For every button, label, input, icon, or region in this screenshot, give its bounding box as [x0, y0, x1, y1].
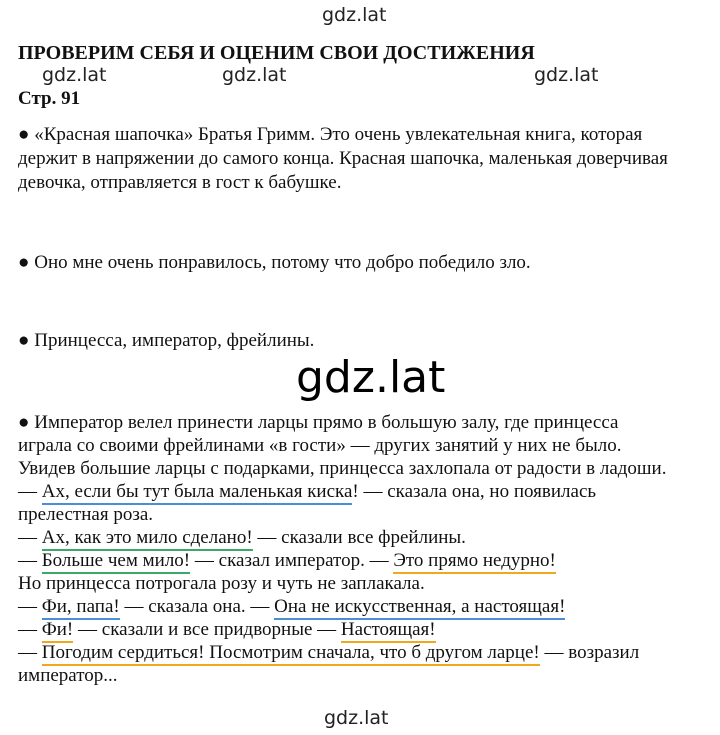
- watermark-center: gdz.lat: [222, 64, 287, 86]
- watermark-left: gdz.lat: [42, 64, 107, 86]
- plain-text: — сказали и все придворные —: [73, 619, 341, 640]
- paragraph-1-line-3: девочка, отправляется в гост к бабушке.: [18, 172, 342, 193]
- plain-text: — сказала она. —: [119, 596, 275, 617]
- dash: —: [18, 481, 42, 502]
- dash: —: [18, 550, 42, 571]
- paragraph-4-line-2: играла со своими фрейлинами «в гости» — других занятий у них не было.: [18, 435, 622, 456]
- paragraph-3: ● Принцесса, император, фрейлины.: [18, 330, 315, 351]
- watermark-bottom: gdz.lat: [324, 707, 389, 729]
- underlined-quote: Это прямо недурно!: [393, 550, 556, 574]
- paragraph-4-line-4: [18, 481, 596, 503]
- paragraph-4-line-9: [18, 596, 565, 618]
- watermark-right: gdz.lat: [534, 64, 599, 86]
- paragraph-4-line-1: ● Император велел принести ларцы прямо в большую залу, где принцесса: [18, 412, 619, 433]
- dash: —: [18, 527, 42, 548]
- page-title: ПРОВЕРИМ СЕБЯ И ОЦЕНИМ СВОИ ДОСТИЖЕНИЯ: [18, 42, 535, 64]
- underlined-quote: Больше чем мило!: [42, 550, 190, 574]
- paragraph-4-line-8: Но принцесса потрогала розу и чуть не заплакала.: [18, 573, 425, 594]
- underlined-quote: Настоящая!: [341, 619, 436, 643]
- dash: —: [18, 596, 42, 617]
- paragraph-4-line-11: [18, 642, 639, 664]
- watermark-large: gdz.lat: [296, 352, 446, 403]
- paragraph-2: ● Оно мне очень понравилось, потому что добро победило зло.: [18, 252, 531, 273]
- underlined-quote: Ах, если бы тут была маленькая киска: [42, 481, 353, 505]
- paragraph-1-line-2: держит в напряжении до самого конца. Красная шапочка, маленькая доверчивая: [18, 148, 668, 169]
- plain-text: — сказали все фрейлины.: [252, 527, 466, 548]
- watermark-top: gdz.lat: [322, 4, 387, 26]
- paragraph-4-line-3: Увидев большие ларцы с подарками, принцесса захлопала от радости в ладоши.: [18, 458, 667, 479]
- dash: —: [18, 642, 42, 663]
- paragraph-1-line-1: ● «Красная шапочка» Братья Гримм. Это очень увлекательная книга, которая: [18, 124, 643, 145]
- underlined-quote: Фи, папа!: [42, 596, 120, 620]
- plain-text: ! — сказала она, но появилась: [352, 481, 597, 502]
- dash: —: [18, 619, 42, 640]
- underlined-quote: Она не искусственная, а настоящая!: [274, 596, 565, 620]
- underlined-quote: Погодим сердиться! Посмотрим сначала, что б другом ларце!: [42, 642, 540, 666]
- page-number: Стр. 91: [18, 88, 81, 109]
- paragraph-4-line-12: император...: [18, 665, 118, 686]
- underlined-quote: Ах, как это мило сделано!: [42, 527, 253, 551]
- paragraph-4-line-7: [18, 550, 556, 572]
- paragraph-4-line-5: прелестная роза.: [18, 504, 154, 525]
- underlined-quote: Фи!: [42, 619, 74, 643]
- paragraph-4-line-6: [18, 527, 466, 549]
- plain-text: — возразил: [539, 642, 640, 663]
- paragraph-4-line-10: [18, 619, 436, 641]
- plain-text: — сказал император. —: [190, 550, 394, 571]
